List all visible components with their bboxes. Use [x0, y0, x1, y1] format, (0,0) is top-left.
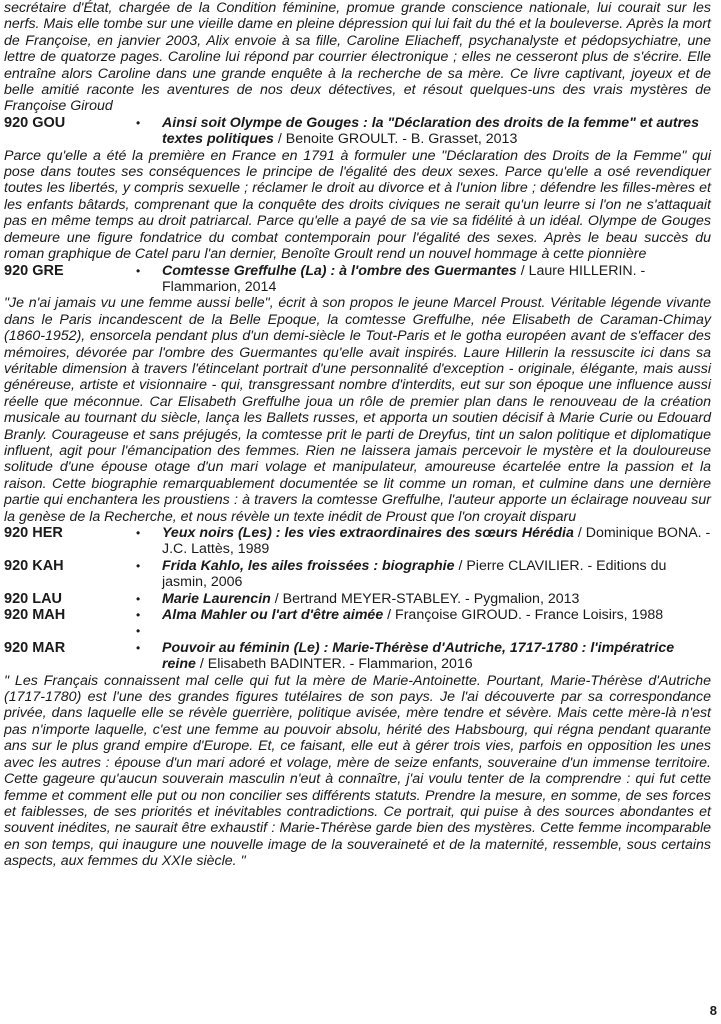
bullet: • — [136, 640, 141, 655]
book-summary: Parce qu'elle a été la première en France en 1791 à formuler une "Déclaration des Droits de la Femme" qui pose dans toutes ses conséquences le principe de l'égalité des deux sexes. Parce qu'elle a osé revendiquer toutes les libertés, y compris sexuelle ; réclamer le droit au divorce et à l'union libre ; défendre les filles-mères et les enfants bâtards, comprenant que la conquête des droits civiques ne serait qu'un leurre si l'on ne s'attaquait pas en même temps au droit patriarcal. Parce qu'elle a payé de sa vie sa fidélité à un idéal. Olympe de Gouges demeure une figure fondatrice du combat contemporain pour l'égalité des sexes. Après le beau succès du roman graphique de Catel paru l'an dernier, Benoîte Groult rend un nouvel hommage à cette pionnière — [4, 147, 711, 263]
call-number: 920 HER — [4, 525, 63, 541]
book-reference — [162, 525, 711, 558]
call-number: 920 GRE — [4, 262, 64, 279]
book-author-publisher: / Bertrand MEYER-STABLEY. - Pygmalion, 2013 — [270, 590, 580, 607]
book-author-publisher: / Benoite GROULT. - B. Grasset, 2013 — [273, 131, 518, 148]
call-number: 920 LAU — [4, 590, 63, 607]
book-title: Frida Kahlo, les ailes froissées : biographie — [162, 557, 455, 574]
bullet: • — [136, 526, 141, 540]
book-reference — [162, 640, 711, 673]
book-author-publisher: / Laure HILLERIN. - Flammarion, 2014 — [162, 262, 646, 295]
call-number: 920 KAH — [4, 557, 64, 574]
bullet: • — [136, 558, 141, 573]
call-number: 920 GOU — [4, 114, 66, 131]
catalog-entry — [4, 640, 711, 673]
page-number: 8 — [709, 1003, 717, 1018]
catalog-entry — [4, 263, 711, 296]
call-number: 920 MAR — [4, 639, 66, 656]
book-summary: "Je n'ai jamais vu une femme aussi belle", écrit à son propos le jeune Marcel Proust. Véritable légende vivante dans le Paris incandescent de la Belle Epoque, la comtesse Greffulhe, née Elisabeth de Caraman-Chimay (1860-1952), ensorcela pendant plus d'un demi-siècle le Tout-Paris et le gotha européen avant de s'effacer des mémoires, dévorée par l'ombre des Guermantes qu'elle avait inspirés. Laure Hillerin la ressuscite ici dans sa véritable dimension à travers l'étincelant portrait d'une personnalité d'exception - originale, élégante, mais aussi généreuse, artiste et visionnaire - qui, transgressant nombre d'interdits, eut sur son époque une influence aussi réelle que méconnue. Car Elisabeth Greffulhe joua un rôle de premier plan dans le renouveau de la création musicale au tournant du siècle, lança les Ballets russes, et apporta un soutien décisif à Marie Curie ou Edouard Branly. Courageuse et sans préjugés, la comtesse prit le parti de Dreyfus, tint un salon politique et diplomatique influent, agit pour l'émancipation des femmes. Rien ne laissera jamais percevoir le mystère et la douloureuse solitude d'une épouse otage d'un mari volage et manipulateur, amoureuse écartelée entre la passion et la raison. Cette biographie remarquablement documentée se lit comme un roman, et culmine dans une dernière partie qui enchantera les proustiens : à travers la comtesse Greffulhe, l'auteur apporte un éclairage nouveau sur la genèse de la Recherche, et nous révèle un texte inédit de Proust que l'on croyait disparu — [4, 295, 711, 525]
book-reference — [162, 115, 711, 148]
book-title: Comtesse Greffulhe (La) : à l'ombre des Guermantes — [162, 262, 517, 279]
document-page — [4, 0, 711, 870]
book-title: Marie Laurencin — [162, 590, 271, 607]
book-title: Alma Mahler ou l'art d'être aimée — [162, 607, 384, 624]
book-reference — [162, 263, 711, 296]
bullet: • — [136, 624, 141, 639]
catalog-entry — [4, 591, 711, 607]
book-author-publisher: / Elisabeth BADINTER. - Flammarion, 2016 — [195, 656, 473, 673]
catalog-entry — [4, 115, 711, 148]
bullet: • — [136, 115, 141, 130]
call-number: 920 MAH — [4, 607, 66, 624]
book-reference — [162, 558, 711, 591]
book-author-publisher: / Dominique BONA. - J.C. Lattès, 1989 — [162, 525, 711, 558]
bullet: • — [136, 608, 141, 623]
book-reference — [162, 607, 711, 623]
catalog-entry — [4, 558, 711, 591]
catalog-entry — [4, 525, 711, 558]
book-title: Pouvoir au féminin (Le) : Marie-Thérèse d'Autriche, 1717-1780 : l'impératrice reine — [162, 639, 675, 673]
book-title: Ainsi soit Olympe de Gouges : la "Déclaration des droits de la femme" et autres textes politiques — [162, 114, 699, 148]
book-author-publisher: / Françoise GIROUD. - France Loisirs, 1988 — [383, 607, 664, 624]
bullet: • — [136, 263, 141, 278]
bullet: • — [136, 591, 141, 606]
catalog-entry — [4, 607, 711, 623]
book-summary: " Les Français connaissent mal celle qui fut la mère de Marie-Antoinette. Pourtant, Marie-Thérèse d'Autriche (1717-1780) est l'une des grandes figures tutélaires de son pays. Je l'ai découverte par sa correspondance privée, dans laquelle elle se révèle guerrière, politique avisée, mère tendre et sévère. Mais cette mère-là n'est pas n'importe laquelle, c'est une femme au pouvoir absolu, hérité des Habsbourg, qui régna pendant quarante ans sur le plus grand empire d'Europe. Et, ce faisant, elle eut à gérer trois vies, parfois en opposition les unes avec les autres : épouse d'un mari adoré et volage, mère de seize enfants, souveraine d'un immense territoire. Cette gageure qu'aucun souverain masculin n'eut à connaître, j'ai voulu tenter de la comprendre : qui fut cette femme et comment elle put ou non concilier ses différents statuts. Prendre la mesure, en somme, de ses forces et faiblesses, de ses priorités et inévitables contradictions. Ce portrait, qui puise à des sources abondantes et souvent inédites, ne saurait être exhaustif : Marie-Thérèse garde bien des mystères. Cette femme incomparable en son temps, qui inaugure une nouvelle image de la souveraineté et de la maternité, ressemble, sous certains aspects, aux femmes du XXIe siècle. " — [4, 672, 711, 870]
book-author-publisher: / Pierre CLAVILIER. - Editions du jasmin, 2006 — [162, 557, 667, 591]
book-title: Yeux noirs (Les) : les vies extraordinaires des sœurs Hérédia — [162, 525, 574, 541]
book-reference — [162, 591, 711, 607]
catalog-entry-empty — [4, 623, 711, 639]
top-summary: secrétaire d'État, chargée de la Condition féminine, promue grande conscience nationale, lui courait sur les nerfs. Mais elle tombe sur une vieille dame en pleine dépression qui lui fait du thé et la bouleverse. Après la mort de Françoise, en janvier 2003, Alix envoie à sa fille, Caroline Eliacheff, psychanalyste et pédopsychiatre, une lettre de quatorze pages. Caroline lui répond par courrier électronique ; elles ne cesseront plus de s'écrire. Elle entraîne alors Caroline dans une grande enquête à la recherche de sa mère. Ce livre captivant, joyeux et de belle amitié raconte les aventures de nos deux détectives, et résout quelques-uns des vrais mystères de Françoise Giroud — [4, 0, 711, 115]
